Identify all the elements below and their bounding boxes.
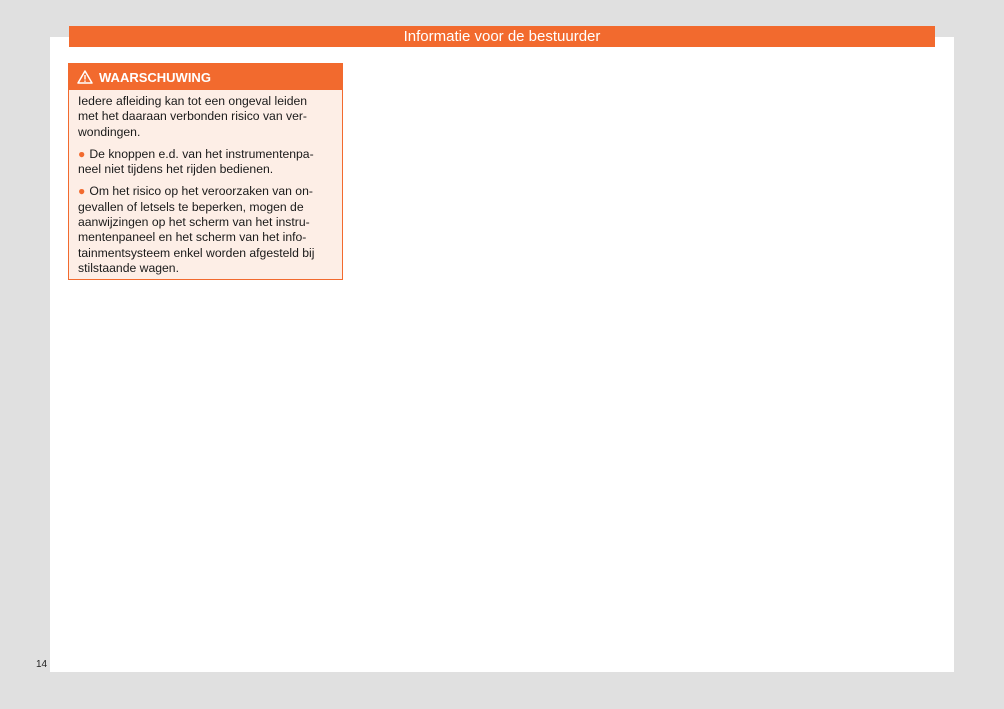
warning-bullet-line: aanwijzingen op het scherm van het instru- <box>78 215 310 230</box>
warning-bullet-2 <box>78 184 334 276</box>
bullet-icon: ● <box>78 146 86 161</box>
warning-intro <box>78 94 334 140</box>
page-number: 14 <box>36 659 48 670</box>
warning-intro-line: Iedere afleiding kan tot een ongeval leiden <box>78 94 308 108</box>
bullet-icon: ● <box>78 184 86 199</box>
warning-triangle-icon <box>77 70 93 84</box>
warning-bullet-line: stilstaande wagen. <box>78 260 179 275</box>
warning-bullet-1 <box>78 147 334 178</box>
warning-body <box>69 90 342 276</box>
warning-bullet-line: mentenpaneel en het scherm van het info- <box>78 230 307 245</box>
warning-bullet-line: gevallen of letsels te beperken, mogen de <box>78 199 304 214</box>
warning-bullet-line: Om het risico op het veroorzaken van on- <box>89 184 313 199</box>
warning-box <box>68 63 343 280</box>
warning-bullet-line: De knoppen e.d. van het instrumentenpa- <box>89 146 314 161</box>
warning-heading: WAARSCHUWING <box>99 69 211 85</box>
warning-intro-line: met het daaraan verbonden risico van ver- <box>78 109 307 124</box>
section-header-title: Informatie voor de bestuurder <box>403 28 601 45</box>
warning-intro-line: wondingen. <box>78 124 141 139</box>
warning-header <box>69 64 342 90</box>
section-header <box>69 26 935 47</box>
warning-bullet-line: neel niet tijdens het rijden bedienen. <box>78 162 274 177</box>
warning-bullet-line: tainmentsysteem enkel worden afgesteld bij <box>78 245 315 260</box>
